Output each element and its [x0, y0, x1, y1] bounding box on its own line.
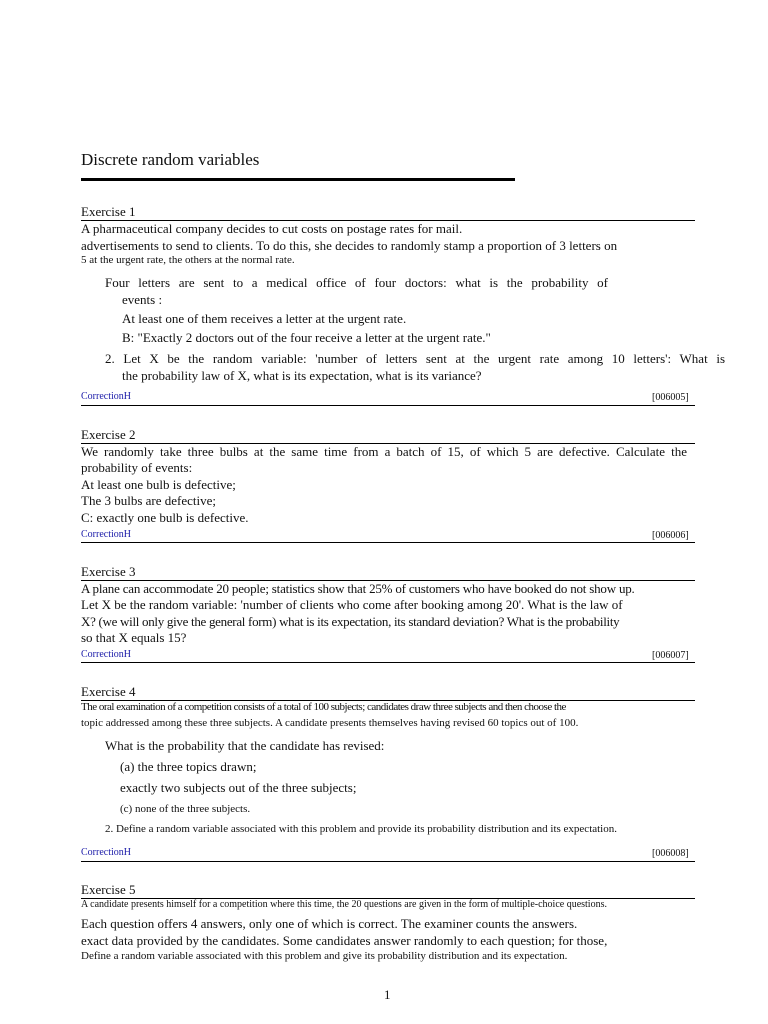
exercise-1-line-6: At least one of them receives a letter at the urgent rate.	[122, 311, 407, 326]
exercise-2-line-4: The 3 bulbs are defective;	[81, 493, 216, 508]
exercise-1-correction-link[interactable]: CorrectionH	[81, 391, 131, 402]
exercise-4-line-6: (c) none of the three subjects.	[120, 803, 251, 815]
exercise-4-code: [006008]	[652, 848, 689, 859]
exercise-5-line-3: exact data provided by the candidates. Some candidates answer randomly to each question; for those,	[81, 933, 608, 948]
exercise-2-line-1: We randomly take three bulbs at the same time from a batch of 15, of which 5 are defective. Calculate the	[81, 444, 687, 459]
exercise-1-code: [006005]	[652, 392, 689, 403]
exercise-3-line-4: so that X equals 15?	[81, 630, 187, 645]
exercise-3-line-3: X? (we will only give the general form) what is its expectation, its standard deviation? What is the probability	[81, 614, 620, 629]
exercise-2-heading: Exercise 2	[81, 427, 136, 442]
exercise-4-heading: Exercise 4	[81, 684, 136, 699]
exercise-2-correction-link[interactable]: CorrectionH	[81, 529, 131, 540]
exercise-4-line-7: 2. Define a random variable associated with this problem and provide its probability distribution and its expectation.	[105, 823, 617, 835]
exercise-2-line-5: C: exactly one bulb is defective.	[81, 510, 249, 525]
exercise-1-line-3: 5 at the urgent rate, the others at the normal rate.	[81, 254, 295, 266]
exercise-4-bottom-rule	[81, 861, 695, 862]
exercise-3-bottom-rule	[81, 662, 695, 663]
exercise-1-line-7: B: "Exactly 2 doctors out of the four receive a letter at the urgent rate."	[122, 330, 491, 345]
exercise-2-code: [006006]	[652, 530, 689, 541]
exercise-1-heading: Exercise 1	[81, 204, 136, 219]
exercise-1-line-5: events :	[122, 292, 163, 307]
exercise-4-line-1: The oral examination of a competition consists of a total of 100 subjects; candidates draw three subjects and then choose the	[81, 701, 566, 713]
exercise-1-line-9: the probability law of X, what is its expectation, what is its variance?	[122, 368, 482, 383]
exercise-5-heading: Exercise 5	[81, 882, 136, 897]
exercise-2-line-3: At least one bulb is defective;	[81, 477, 236, 492]
exercise-5-line-4: Define a random variable associated with this problem and give its probability distribution and its expectation.	[81, 950, 568, 962]
exercise-1-line-8: 2. Let X be the random variable: 'number of letters sent at the urgent rate among 10 letters': What is	[105, 351, 725, 366]
exercise-3-code: [006007]	[652, 650, 689, 661]
exercise-3-line-2: Let X be the random variable: 'number of clients who come after booking among 20'. What is the law of	[81, 597, 623, 612]
exercise-5-line-2: Each question offers 4 answers, only one of which is correct. The examiner counts the answers.	[81, 916, 578, 931]
exercise-5-line-1: A candidate presents himself for a competition where this time, the 20 questions are given in the form of multiple-choice questions.	[81, 899, 607, 910]
exercise-3-correction-link[interactable]: CorrectionH	[81, 649, 131, 660]
exercise-2-bottom-rule	[81, 542, 695, 543]
exercise-4-line-5: exactly two subjects out of the three subjects;	[120, 780, 357, 795]
exercise-1-line-4: Four letters are sent to a medical office of four doctors: what is the probability of	[105, 275, 608, 290]
exercise-4-line-3: What is the probability that the candidate has revised:	[105, 738, 385, 753]
title-rule	[81, 178, 515, 181]
exercise-4-correction-link[interactable]: CorrectionH	[81, 847, 131, 858]
exercise-1-bottom-rule	[81, 405, 695, 406]
exercise-2-line-2: probability of events:	[81, 460, 193, 475]
page-title: Discrete random variables	[81, 150, 260, 169]
page-number: 1	[384, 987, 391, 1002]
exercise-4-line-4: (a) the three topics drawn;	[120, 759, 257, 774]
exercise-4-line-2: topic addressed among these three subjects. A candidate presents themselves having revised 60 topics out of 100.	[81, 717, 579, 729]
exercise-1-line-1: A pharmaceutical company decides to cut costs on postage rates for mail.	[81, 221, 463, 236]
exercise-3-heading: Exercise 3	[81, 564, 136, 579]
exercise-3-line-1: A plane can accommodate 20 people; statistics show that 25% of customers who have booked do not show up.	[81, 581, 635, 596]
exercise-1-line-2: advertisements to send to clients. To do this, she decides to randomly stamp a proportion of 3 letters on	[81, 238, 618, 253]
